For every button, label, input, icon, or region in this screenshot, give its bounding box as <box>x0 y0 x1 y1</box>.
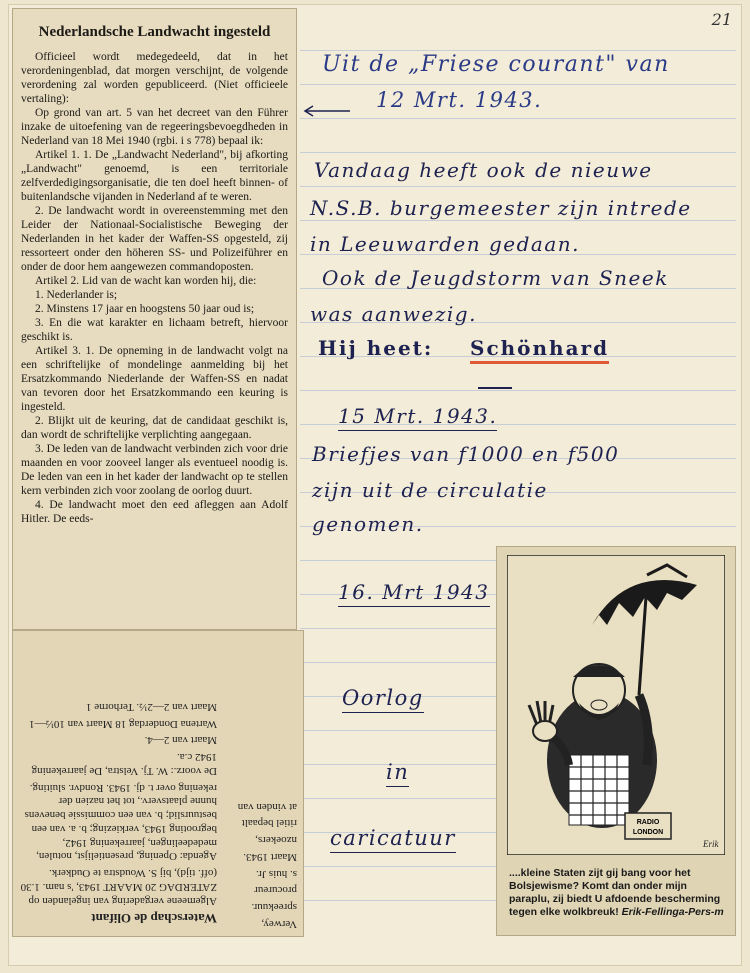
clipping-paragraph: 2. Minstens 17 jaar en hoogstens 50 jaar oud is; <box>35 303 255 316</box>
ad-column-notices <box>225 794 303 932</box>
note-line: genomen. <box>312 512 424 536</box>
newspaper-clipping <box>12 8 297 630</box>
ad-text: procureur <box>254 884 297 897</box>
ad-text: Wartena Donderdag 18 Maart van 10½—1 <box>29 717 217 730</box>
note-line: zijn uit de circulatie <box>312 478 548 502</box>
clipping-paragraph: 2. De landwacht wordt in overeenstemming met den Leider der Nationaal-Socialistische Beweging der Nederlanden in het kader der Waffen-SS opgesteld, zij ressorteert onder den höheren SS- und Polizeiführer en onder de door hem aangewezen commandoposten. <box>21 204 288 273</box>
clipping-paragraph: Artikel 2. Lid van de wacht kan worden hij, die: <box>35 275 257 287</box>
ad-text: nzoekers, <box>255 834 297 847</box>
clipping-paragraph: 1. Nederlander is; <box>35 289 118 302</box>
ad-text: s. huis Jr. <box>256 867 297 880</box>
note-line: Vandaag heeft ook de nieuwe <box>314 158 653 182</box>
ad-heading: Waterschap de Olifant <box>91 911 217 926</box>
clipping-paragraph: 3. En die wat karakter en lichaam betreft, hiervoor geschikt is. <box>21 317 288 344</box>
name-prefix: Hij heet: <box>318 336 434 360</box>
page-number: 21 <box>711 10 732 29</box>
ad-text: Maart van 2—2½. Terhorne 1 <box>86 701 217 713</box>
caption-credit: Erik-Fellinga-Pers-m <box>621 906 724 919</box>
date-heading: 15 Mrt. 1943. <box>338 404 497 428</box>
ad-text: ritiel bepaalt <box>241 817 297 830</box>
date-heading: 16. Mrt 1943 <box>338 580 490 604</box>
ad-text: Maart van 2—4. <box>144 734 217 747</box>
ad-text: Agenda: Opening, presentielijst, notulen, mededeelingen, jaarrekening 1942, begrooting 1943, verkiezing; b. a. van een bestuurslid; b. van een commissie benevens hunne plaatsverv., tot het nazien der rekening over t. dj. 1943. Rondvr. sluiting. <box>24 781 217 863</box>
note-line: Briefjes van f1000 en f500 <box>312 442 620 466</box>
ad-column-waterschap <box>13 694 223 932</box>
cartoon-illustration-icon <box>507 555 725 855</box>
mayor-name <box>470 336 609 360</box>
clipping-paragraph: 2. Blijkt uit de keuring, dat de candidaat geschikt is, dan wordt de schriftelijke verplichting aangegaan. <box>21 415 288 442</box>
clipping-paragraph: Artikel 1. 1. De „Landwacht Nederland", bij afkorting „Landwacht" genoemd, is een territoriale zelfverdedigingsorganisatie, die ten doel heeft binnen- of buitenlandsche vijanden in Nederland af te weren. <box>21 148 288 203</box>
clipping-paragraph: 4. De landwacht moet den eed afleggen aan Adolf Hitler. De eeds- <box>21 499 288 526</box>
advertisement-clipping <box>12 630 304 937</box>
ad-text: spreekuur. <box>251 901 297 914</box>
clipping-paragraph: Op grond van art. 5 van het decreet van den Führer inzake de uitoefening van de regeeringsbevoegdheden in Nederland van 18 Mei 1940 (rgbi. i s 778) bepaal ik: <box>21 106 288 147</box>
caricature-title: caricatuur <box>330 826 456 850</box>
ad-text: De voorz.: W. Tj. Velstra, De jaarrekening 1942 c.a. <box>31 751 217 777</box>
clipping-paragraph: 3. De leden van de landwacht verbinden zich voor drie maanden en voor zooveel langer als eventueel noodig is. De leden van een in het kader der landwacht op te stellen kern verbinden zich voor zoolang de oorlog duurt. <box>21 443 288 498</box>
note-line: was aanwezig. <box>310 302 477 326</box>
ad-text: at vinden van <box>237 800 297 813</box>
ad-text: Maart 1943. <box>243 851 297 863</box>
radio-label: LONDON <box>632 829 664 836</box>
note-line: Ook de Jeugdstorm van Sneek <box>322 266 669 290</box>
arrow-left-icon <box>302 104 352 118</box>
ad-text: Verwey, <box>261 918 297 930</box>
caricature-title: in <box>386 760 409 784</box>
mayor-name-text: Schönhard <box>470 336 609 364</box>
source-date: 12 Mrt. 1943. <box>376 88 543 112</box>
ad-text: Algemeene vergadering van ingelanden op ZATERDAG 20 MAART 1943, 's nam. 1.30 (off. tijd), bij S. Woudstra te Oudkerk. <box>20 867 217 907</box>
caption-text: ....kleine Staten zijt gij bang voor het Bolsjewisme? Komt dan onder mijn paraplu, zij biedt U afdoende bescherming tegen elke wolkbreuk! <box>509 867 721 919</box>
cartoon-signature: Erik <box>703 839 719 849</box>
note-line: in Leeuwarden gedaan. <box>310 232 580 256</box>
cartoon-clipping <box>496 546 736 936</box>
clipping-headline: Nederlandsche Landwacht ingesteld <box>38 24 271 40</box>
clipping-paragraph: Officieel wordt medegedeeld, dat in het verordeningenblad, dat morgen verschijnt, de volgende verordening zal worden gepubliceerd. (Niet officieele vertaling): <box>21 50 288 105</box>
caricature-title: Oorlog <box>342 686 424 710</box>
note-line: N.S.B. burgemeester zijn intrede <box>310 196 692 220</box>
radio-label: RADIO <box>636 819 660 826</box>
cartoon-caption <box>509 867 724 920</box>
source-line-1: Uit de „Friese courant" van <box>322 52 670 77</box>
clipping-paragraph: Artikel 3. 1. De opneming in de landwacht volgt na een schriftelijke of mondelinge aanmelding bij het Ersatzkommando Niederlande der Waffen-SS en nadat van tevoren door het Ersatzkommando een keuring is ingesteld. <box>21 345 288 414</box>
divider <box>478 387 512 389</box>
